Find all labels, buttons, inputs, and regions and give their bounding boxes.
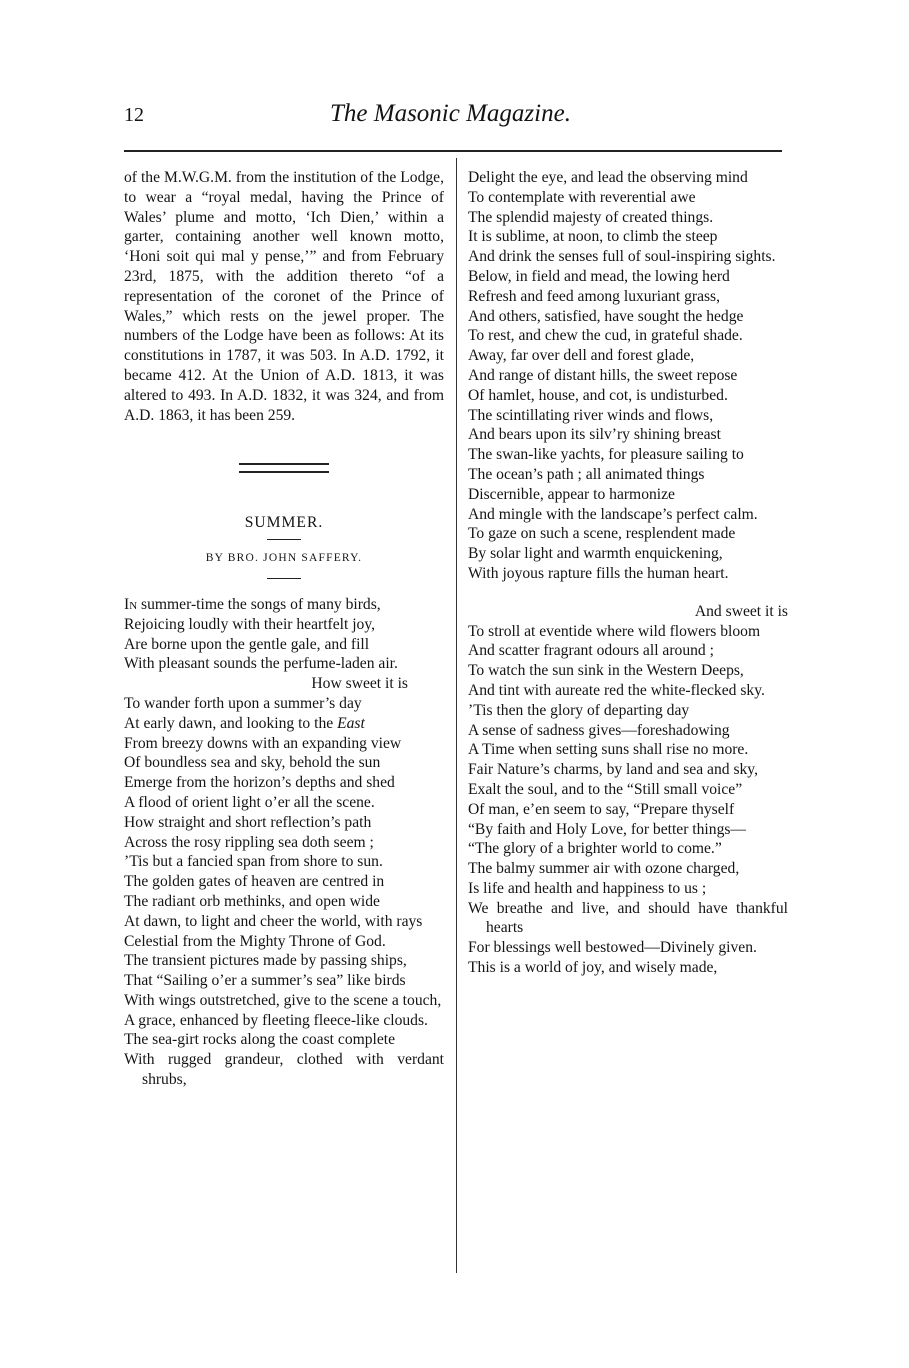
poem-line: A flood of orient light o’er all the scene. bbox=[124, 793, 375, 811]
poem-line: And range of distant hills, the sweet repose bbox=[468, 366, 738, 384]
poem-line: Of boundless sea and sky, behold the sun bbox=[124, 754, 381, 772]
poem-line: Discernible, appear to harmonize bbox=[468, 485, 675, 503]
poem-line: Is life and health and happiness to us ; bbox=[468, 879, 707, 897]
poem-line: And drink the senses full of soul-inspiring sights. bbox=[468, 248, 776, 266]
poem-line: Are borne upon the gentle gale, and fill bbox=[124, 635, 370, 653]
poem-line: Below, in field and mead, the lowing herd bbox=[468, 267, 730, 285]
poem-line: At early dawn, and looking to the East bbox=[124, 714, 365, 732]
poem-line: ’Tis but a fancied span from shore to sun. bbox=[124, 853, 383, 871]
poem-line: The golden gates of heaven are centred in bbox=[124, 873, 385, 891]
poem-line: Refresh and feed among luxuriant grass, bbox=[468, 287, 721, 305]
poem-line: “The glory of a brighter world to come.” bbox=[468, 840, 722, 858]
poem-line: The radiant orb methinks, and open wide bbox=[124, 892, 380, 910]
poem-line: To wander forth upon a summer’s day bbox=[124, 694, 362, 712]
poem-line: And tint with aureate red the white-flecked sky. bbox=[468, 681, 765, 699]
poem-line: ’Tis then the glory of departing day bbox=[468, 701, 690, 719]
title-rule bbox=[267, 539, 301, 540]
stanza-gap bbox=[468, 584, 788, 602]
poem-line: A sense of sadness gives—foreshadowing bbox=[468, 721, 730, 739]
right-column bbox=[468, 168, 788, 978]
column-divider bbox=[456, 158, 457, 1273]
poem-line: And bears upon its silv’ry shining breast bbox=[468, 426, 721, 444]
poem-line: Delight the eye, and lead the observing mind bbox=[468, 169, 748, 186]
poem-line: Of man, e’en seem to say, “Prepare thyself bbox=[468, 800, 735, 818]
poem-line: With wings outstretched, give to the scene a touch, bbox=[124, 991, 442, 1009]
left-column bbox=[124, 168, 444, 1090]
poem-line: And others, satisfied, have sought the hedge bbox=[468, 307, 744, 325]
poem-line: And mingle with the landscape’s perfect calm. bbox=[468, 505, 758, 523]
prose-block bbox=[124, 168, 444, 425]
poem-line: We breathe and live, and should have thankful hearts bbox=[468, 899, 788, 937]
poem-line: The balmy summer air with ozone charged, bbox=[468, 860, 740, 878]
poem-break-line: And sweet it is bbox=[694, 602, 788, 620]
poem-line: With rugged grandeur, clothed with verdant shrubs, bbox=[124, 1051, 444, 1089]
poem-line: Emerge from the horizon’s depths and shed bbox=[124, 774, 395, 792]
section-divider bbox=[239, 463, 329, 473]
poem-line: To stroll at eventide where wild flowers bloom bbox=[468, 622, 761, 640]
poem-line: In summer-time the songs of many birds, bbox=[124, 595, 381, 613]
poem-line: For blessings well bestowed—Divinely given. bbox=[468, 939, 757, 957]
poem-line: The ocean’s path ; all animated things bbox=[468, 465, 705, 483]
poem-line: Rejoicing loudly with their heartfelt joy, bbox=[124, 615, 376, 633]
poem-line: How straight and short reflection’s path bbox=[124, 813, 372, 831]
poem-line: The splendid majesty of created things. bbox=[468, 208, 714, 226]
running-title: The Masonic Magazine. bbox=[330, 100, 571, 127]
poem-line: This is a world of joy, and wisely made, bbox=[468, 959, 718, 977]
poem-line: From breezy downs with an expanding view bbox=[124, 734, 402, 752]
initial-word: In bbox=[124, 595, 138, 613]
poem-line: The scintillating river winds and flows, bbox=[468, 406, 714, 424]
poem-line: The swan-like yachts, for pleasure sailing to bbox=[468, 446, 744, 464]
poem-line: And scatter fragrant odours all around ; bbox=[468, 642, 714, 660]
poem-break-line: How sweet it is bbox=[311, 675, 408, 693]
poem-line: With pleasant sounds the perfume-laden air. bbox=[124, 655, 398, 673]
emphasis-east: East bbox=[337, 714, 365, 732]
poem-line: That “Sailing o’er a summer’s sea” like birds bbox=[124, 972, 406, 990]
poem-title: SUMMER. bbox=[244, 514, 324, 532]
poem-byline: BY BRO. JOHN SAFFERY. bbox=[205, 552, 363, 565]
poem-line: Exalt the soul, and to the “Still small voice” bbox=[468, 780, 743, 798]
poem-line: Away, far over dell and forest glade, bbox=[468, 347, 695, 365]
poem-line: At dawn, to light and cheer the world, with rays bbox=[124, 912, 423, 930]
page-number: 12 bbox=[124, 104, 144, 126]
poem-line: To contemplate with reverential awe bbox=[468, 188, 696, 206]
poem-line: It is sublime, at noon, to climb the steep bbox=[468, 228, 718, 246]
poem-line: Celestial from the Mighty Throne of God. bbox=[124, 932, 386, 950]
poem-line: The sea-girt rocks along the coast complete bbox=[124, 1031, 396, 1049]
byline-rule bbox=[267, 578, 301, 579]
poem-line: “By faith and Holy Love, for better things— bbox=[468, 820, 747, 838]
poem-right bbox=[468, 168, 788, 978]
poem-line: To watch the sun sink in the Western Deeps, bbox=[468, 662, 744, 680]
poem-line: A grace, enhanced by fleeting fleece-like clouds. bbox=[124, 1011, 428, 1029]
poem-line: A Time when setting suns shall rise no more. bbox=[468, 741, 749, 759]
poem-line: Fair Nature’s charms, by land and sea and sky, bbox=[468, 761, 758, 779]
poem-line: Across the rosy rippling sea doth seem ; bbox=[124, 833, 374, 851]
poem-line: Of hamlet, house, and cot, is undisturbed. bbox=[468, 386, 728, 404]
poem-line: To gaze on such a scene, resplendent made bbox=[468, 525, 736, 543]
poem-line: By solar light and warmth enquickening, bbox=[468, 545, 723, 563]
poem-line: To rest, and chew the cud, in grateful shade. bbox=[468, 327, 743, 345]
poem-left bbox=[124, 595, 444, 1090]
prose-paragraph: of the M.W.G.M. from the institution of the Lodge, to wear a “royal medal, having the Prince of Wales’ plume and motto, ‘Ich Dien,’ within a garter, containing another well known motto, ‘Honi soit qui mal y pense,’” and from February 23rd, 1875, with the addition thereto “of a representation of the coronet of the Prince of Wales,” which rests on the jewel proper. The numbers of the Lodge have been as follows: At its constitutions in 1787, it was 503. In A.D. 1792, it became 412. At the Union of A.D. 1813, it was altered to 493. In A.D. 1832, it was 324, and from A.D. 1863, it has been 259. bbox=[124, 169, 444, 424]
poem-line: The transient pictures made by passing ships, bbox=[124, 952, 407, 970]
header-rule bbox=[124, 150, 782, 152]
poem-line: With joyous rapture fills the human heart. bbox=[468, 564, 729, 582]
